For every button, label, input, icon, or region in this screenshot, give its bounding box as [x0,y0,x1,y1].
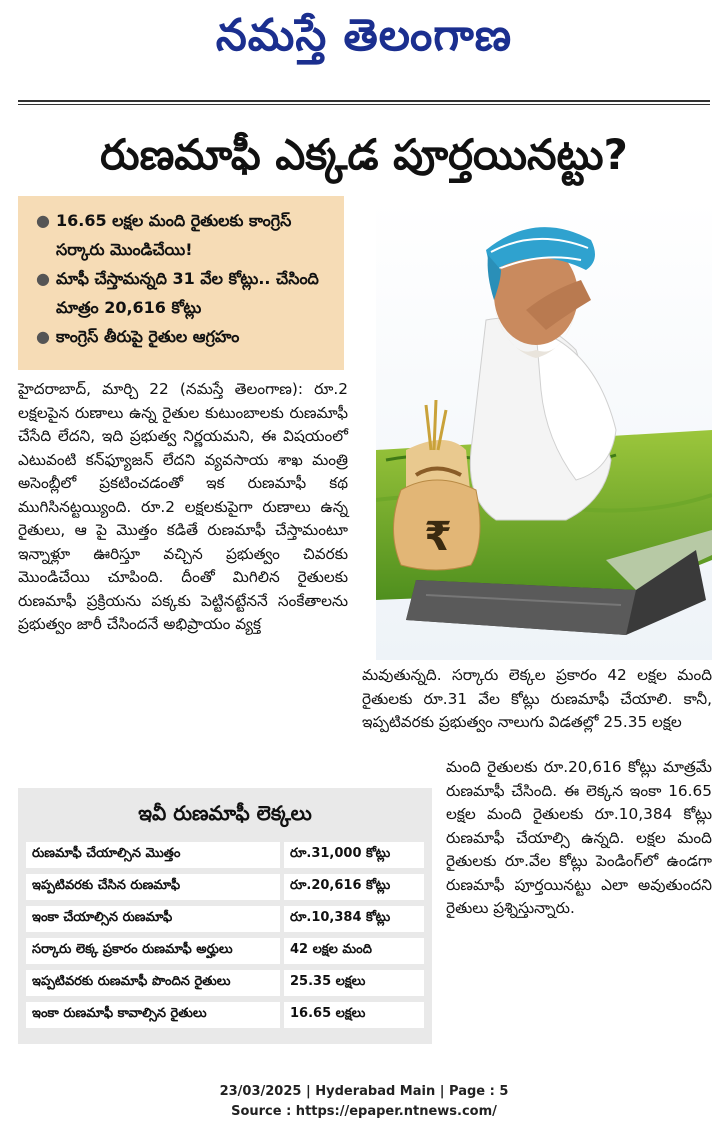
highlight-item: ● కాంగ్రెస్ తీరుపై రైతుల ఆగ్రహం [30,322,336,351]
table-row: సర్కారు లెక్క ప్రకారం రుణమాఫీ అర్హులు 42 లక్షల మంది [26,938,424,964]
article-column-2-top: మవుతున్నది. సర్కారు లెక్కల ప్రకారం 42 లక్షల మంది రైతులకు రూ.31 వేల కోట్లు రుణమాఫీ చేయాలి. కానీ, ఇప్పటివరకు ప్రభుత్వం నాలుగు విడతల్లో 25.35 లక్షల [362,666,712,731]
rupee-icon: ₹ [424,514,452,560]
highlight-item: ● మాఫీ చేస్తామన్నది 31 వేల కోట్లు.. చేసింది మాత్రం 20,616 కోట్లు [30,264,336,322]
table-row: ఇప్పటివరకు రుణమాఫీ పొందిన రైతులు 25.35 లక్షలు [26,970,424,996]
article-column-1: హైదరాబాద్, మార్చి 22 (నమస్తే తెలంగాణ): రూ.2 లక్షలపైన రుణాలు ఉన్న రైతుల కుటుంబాలకు రుణమాఫీ చేసేది లేదని, ఇది ప్రభుత్వ నిర్ణయమని, ఈ విషయంలో ఎటువంటి కన్‌ఫ్యూజన్ లేదని వ్యవసాయ శాఖ మంత్రి అసెంబ్లీలో ప్రకటించడంతో ఇక రుణమాఫీ కథ ముగిసినట్టయ్యింది. రూ.2 లక్షలకుపైగా రుణాలు ఉన్న రైతులు, ఆ పై మొత్తం కడితే రుణమాఫీ చేస్తామంటూ ఇన్నాళ్లూ ఊరిస్తూ వచ్చిన ప్రభుత్వం చివరకు మొండిచేయి చూపింది. దీంతో మిగిలిన రైతులకు రుణమాఫీ ప్రక్రియను పక్కకు పెట్టినట్టేననే సంకేతాలను ప్రభుత్వం జారీ చేసిందనే అభిప్రాయం వ్యక్త [18,380,348,633]
article-column-2-bottom: మంది రైతులకు రూ.20,616 కోట్లు మాత్రమే రుణమాఫీ చేసింది. ఈ లెక్కన ఇంకా 16.65 లక్షల మంది రైతులకు రూ.10,384 కోట్లు రుణమాఫీ చేయాల్సి ఉన్నది. లక్షల మంది రైతులకు రూ.వేల కోట్లు పెండింగ్‌లో ఉండగా రుణమాఫీ పూర్తయినట్టు ఎలా అవుతుందని రైతులు ప్రశ్నిస్తున్నారు. [446,758,712,917]
stats-table [26,836,424,1034]
loan-waiver-stats-box [18,788,432,1044]
table-row: ఇప్పటివరకు చేసిన రుణమాఫీ రూ.20,616 కోట్లు [26,874,424,900]
bullet-icon: ● [36,211,50,230]
masthead-divider [18,100,710,102]
footer-source: Source : https://epaper.ntnews.com/ [231,1104,497,1119]
bullet-icon: ● [36,269,50,288]
stats-table-title: ఇవీ రుణమాఫీ లెక్కలు [138,801,312,825]
highlight-item: ● 16.65 లక్షల మంది రైతులకు కాంగ్రెస్ సర్కారు మొండిచేయి! [30,206,336,264]
article-headline: రుణమాఫీ ఎక్కడ పూర్తయినట్టు? [100,130,628,179]
table-row: రుణమాఫీ చేయాల్సిన మొత్తం రూ.31,000 కోట్లు [26,842,424,868]
highlights-box [18,196,344,370]
bullet-icon: ● [36,327,50,346]
footer-edition-info: 23/03/2025 | Hyderabad Main | Page : 5 [219,1084,509,1099]
newspaper-masthead: నమస్తే తెలంగాణ [215,10,513,61]
masthead-divider-thin [18,104,710,105]
table-row: ఇంకా చేయాల్సిన రుణమాఫీ రూ.10,384 కోట్లు [26,906,424,932]
farmer-illustration [376,200,712,660]
table-row: ఇంకా రుణమాఫీ కావాల్సిన రైతులు 16.65 లక్షలు [26,1002,424,1028]
